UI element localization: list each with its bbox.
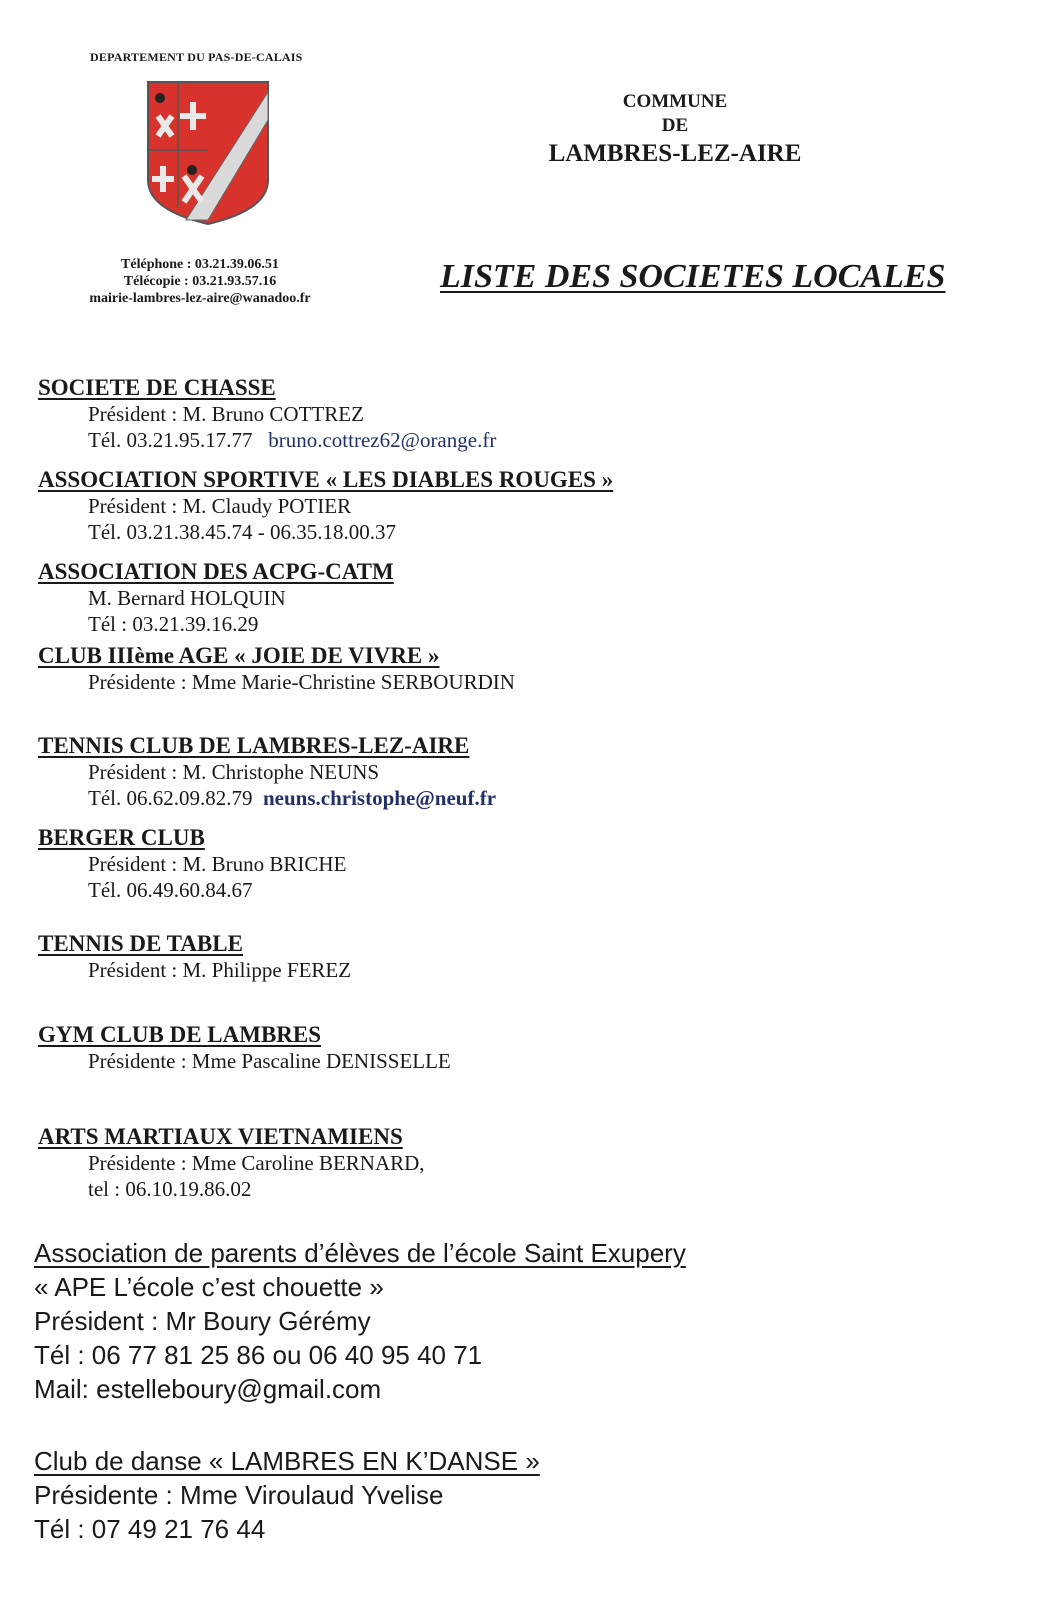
society-name: GYM CLUB DE LAMBRES — [38, 1022, 322, 1047]
danse-name: Club de danse « LAMBRES EN K’DANSE » — [34, 1446, 540, 1476]
society-item — [38, 643, 515, 695]
ape-phone: Tél : 06 77 81 25 86 ou 06 40 95 40 71 — [34, 1340, 483, 1370]
society-name: SOCIETE DE CHASSE — [38, 375, 276, 400]
society-phone: Tél. 06.62.09.82.79 — [88, 786, 253, 810]
commune-name: LAMBRES-LEZ-AIRE — [548, 140, 802, 167]
society-email: bruno.cottrez62@orange.fr — [268, 428, 497, 452]
society-name: CLUB IIIème AGE « JOIE DE VIVRE » — [38, 643, 440, 668]
society-contact — [38, 427, 496, 453]
society-item — [38, 375, 496, 453]
ape-email: Mail: estelleboury@gmail.com — [34, 1374, 382, 1404]
society-phone: Tél. 03.21.95.17.77 — [88, 428, 253, 452]
society-item — [38, 559, 394, 637]
email-line: mairie-lambres-lez-aire@wanadoo.fr — [89, 291, 311, 306]
society-phone: Tél. 06.49.60.84.67 — [88, 878, 253, 902]
society-name: ASSOCIATION SPORTIVE « LES DIABLES ROUGES » — [38, 467, 614, 492]
society-president: Président : M. Bruno BRICHE — [88, 852, 347, 876]
society-item — [38, 1022, 451, 1074]
society-president: Président : M. Bruno COTTREZ — [88, 402, 364, 426]
society-name: TENNIS DE TABLE — [38, 931, 243, 956]
telephone-line: Téléphone : 03.21.39.06.51 — [121, 257, 279, 272]
society-name: TENNIS CLUB DE LAMBRES-LEZ-AIRE — [38, 733, 470, 758]
society-email: neuns.christophe@neuf.fr — [262, 786, 497, 810]
danse-president: Présidente : Mme Viroulaud Yvelise — [34, 1480, 444, 1510]
society-item — [38, 931, 351, 983]
society-contact — [38, 785, 496, 811]
society-name: ARTS MARTIAUX VIETNAMIENS — [38, 1124, 403, 1149]
society-president: Présidente : Mme Pascaline DENISSELLE — [88, 1049, 451, 1073]
society-item — [38, 467, 613, 545]
ape-president: Président : Mr Boury Gérémy — [34, 1306, 371, 1336]
society-name: ASSOCIATION DES ACPG-CATM — [38, 559, 394, 584]
commune-header — [520, 90, 830, 170]
page-title: LISTE DES SOCIETES LOCALES — [440, 258, 946, 295]
society-item — [38, 1124, 425, 1202]
society-phone: Tél : 03.21.39.16.29 — [88, 612, 259, 636]
commune-de-label: DE — [661, 115, 689, 136]
department-label: DEPARTEMENT DU PAS-DE-CALAIS — [90, 50, 303, 64]
society-president: Président : M. Christophe NEUNS — [88, 760, 380, 784]
society-president: Président : M. Philippe FEREZ — [88, 958, 352, 982]
society-phone: tel : 06.10.19.86.02 — [88, 1177, 252, 1201]
society-name: BERGER CLUB — [38, 825, 205, 850]
society-phone: Tél. 03.21.38.45.74 - 06.35.18.00.37 — [88, 520, 396, 544]
contact-block — [55, 256, 345, 307]
society-president: Présidente : Mme Caroline BERNARD, — [88, 1151, 425, 1175]
ape-association — [34, 1236, 686, 1406]
ape-subtitle: « APE L’école c’est chouette » — [34, 1272, 384, 1302]
commune-label: COMMUNE — [622, 91, 728, 112]
coat-of-arms-logo — [146, 80, 270, 226]
society-item — [38, 825, 346, 903]
society-president: Président : M. Claudy POTIER — [88, 494, 352, 518]
ape-name: Association de parents d’élèves de l’école Saint Exupery — [34, 1238, 686, 1268]
telecopie-line: Télécopie : 03.21.93.57.16 — [123, 274, 277, 289]
danse-club — [34, 1444, 540, 1546]
society-president: Présidente : Mme Marie-Christine SERBOURDIN — [88, 670, 515, 694]
danse-phone: Tél : 07 49 21 76 44 — [34, 1514, 266, 1544]
society-president: M. Bernard HOLQUIN — [88, 586, 286, 610]
society-item — [38, 733, 496, 811]
